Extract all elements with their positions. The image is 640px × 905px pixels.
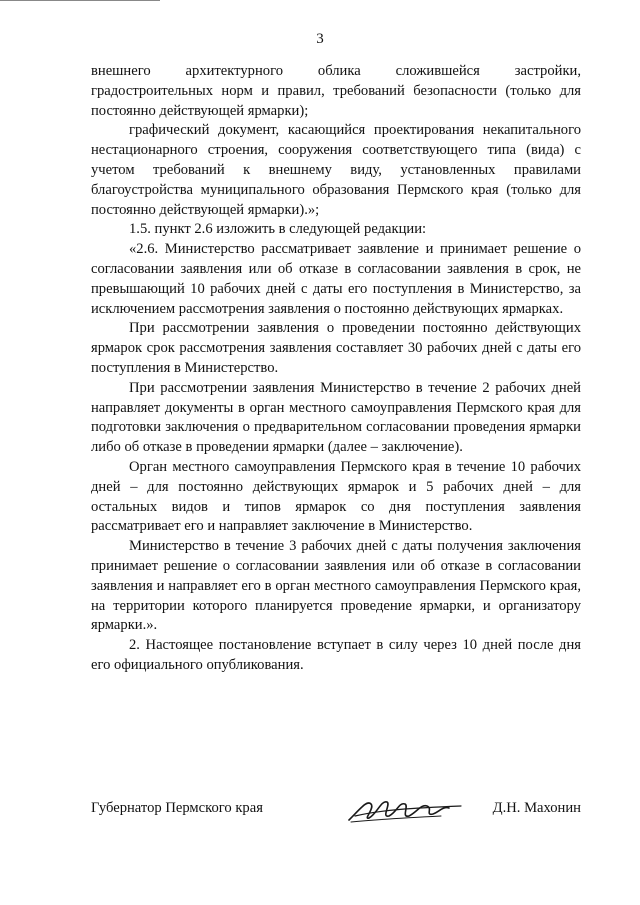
handwritten-signature	[341, 790, 471, 830]
paragraph-continuation: внешнего архитектурного облика сложившейся застройки, градостроительных норм и правил, требований безопасности (только для постоянно действующей ярмарки);	[91, 63, 581, 119]
paragraph-effective-date: 2. Настоящее постановление вступает в силу через 10 дней после дня его официального опубликования.	[91, 637, 581, 673]
paragraph-local-government: Орган местного самоуправления Пермского края в течение 10 рабочих дней – для постоянно действующих ярмарок и 5 рабочих дней – для остальных видов и типов ярмарок со дня поступления заявления рассматривает его и направляет заключение в Министерство.	[91, 458, 581, 535]
signature-block	[91, 800, 581, 830]
paragraph-ministry-forwarding: При рассмотрении заявления Министерство в течение 2 рабочих дней направляет документы в орган местного самоуправления Пермского края для подготовки заключения о предварительном согласовании проведения ярмарки либо об отказе в проведении ярмарки (далее – заключение).	[91, 379, 581, 456]
top-edge-line	[0, 0, 160, 1]
paragraph-item-2-6: «2.6. Министерство рассматривает заявление и принимает решение о согласовании заявления или об отказе в согласовании заявления в срок, не превышающий 10 рабочих дней с даты его поступления в Министерство, за исключением рассмотрения заявления о постоянно действующих ярмарках.	[91, 241, 581, 317]
paragraph-permanent-fairs: При рассмотрении заявления о проведении постоянно действующих ярмарок срок рассмотрения заявления составляет 30 рабочих дней с даты его поступления в Министерство.	[91, 320, 581, 376]
signatory-name: Д.Н. Махонин	[492, 800, 581, 816]
paragraph-item-1-5: 1.5. пункт 2.6 изложить в следующей редакции:	[129, 221, 427, 238]
document-body	[91, 62, 581, 676]
signatory-position: Губернатор Пермского края	[91, 800, 263, 816]
paragraph-graphic-document: графический документ, касающийся проектирования некапитального нестационарного строения, сооружения соответствующего типа (вида) с учетом требований к внешнему виду, установленных правилами благоустройства муниципального образования Пермского края (только для постоянно действующей ярмарки).»;	[91, 122, 581, 218]
paragraph-ministry-decision: Министерство в течение 3 рабочих дней с даты получения заключения принимает решение о согласовании заявления или об отказе в согласовании заявления и направляет его в орган местного самоуправления Пермского края, на территории которого планируется проведение ярмарки, и организатору ярмарки.».	[91, 538, 581, 634]
page-number: 3	[316, 31, 324, 47]
